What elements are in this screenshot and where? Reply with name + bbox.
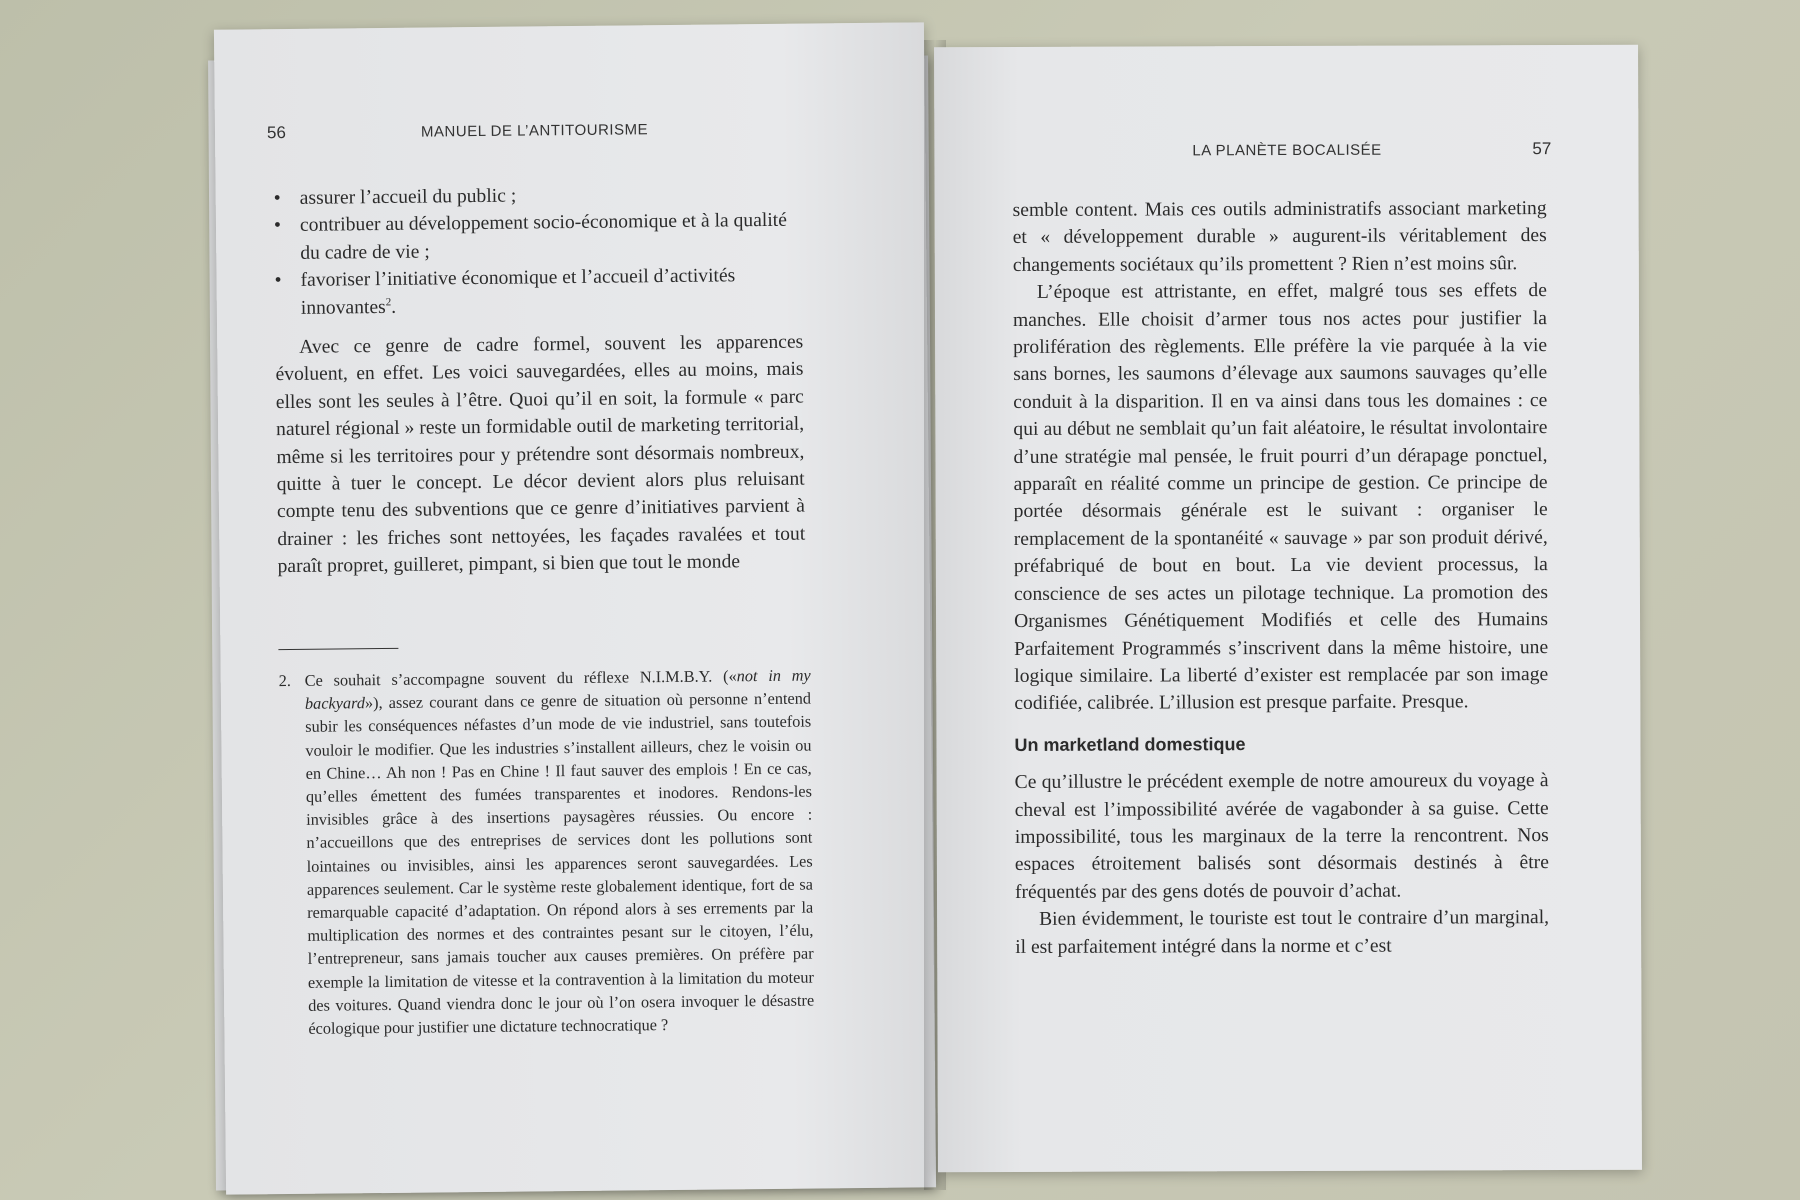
footnote-ref: 2 [385,296,392,309]
right-body-text [1013,195,1550,961]
section-heading: Un marketland domestique [1014,733,1246,755]
footnote-number: 2. [278,670,292,691]
left-page-number: 56 [266,123,287,143]
body-paragraph: Bien évidemment, le touriste est tout le contraire d’un marginal, il est parfaitement intégré dans la norme et c’est [1015,907,1550,958]
bullet-item: • favoriser l’initiative économique et l’accueil d’activités innovantes$^2$. [274,262,803,322]
bullet-item: • assurer l’accueil du public ; [274,180,802,213]
body-paragraph: Avec ce genre de cadre formel, souvent les apparences évoluent, en effet. Les voici sauvegardées, elles au moins, mais elles sont les seules à l’être. Quoi qu’il en soit, la formule « parc naturel régional » reste un formidable outil de marketing territorial, même si les territoires pour y prétendre sont désormais nombreux, quitte à tuer le concept. Le décor devient alors plus reluisant compte tenu des subventions que ce genre d’initiatives parvient à drainer : les friches sont nettoyées, les façades ravalées et tout paraît propret, guilleret, pimpant, si bien que tout le monde [275,331,806,578]
body-paragraph: semble content. Mais ces outils administratifs associant marketing et « développement durable » augurent-ils véritablement des changements sociétaux qu’ils promettent ? Rien n’est moins sûr. [1012,198,1547,276]
bullet-item: • contribuer au développement socio-économique et à la qualité du cadre de vie ; [274,207,803,267]
right-page-number: 57 [1532,139,1552,159]
right-page [934,45,1642,1172]
bullet-list [274,180,803,323]
footnote: 2. Ce souhait s’accompagne souvent du réflexe N.I.M.B.Y. («not in my backyard»), assez courant dans ce genre de situation où personne n’entend subir les conséquences néfastes d’un mode de vie industriel, sans toutefois vouloir le modifier. Que les industries s’installent ailleurs, chez le voisin ou en Chine… Ah non ! Pas en Chine ! Il faut sauver des emplois ! En ce cas, qu’elles émettent des fumées transparentes et inodores. Rendons-les invisibles grâce à des insertions paysagères réussies. Ou encore : n’accueillons que des entreprises de services dont les pollutions sont lointaines ou invisibles, ainsi les apparences seront sauvegardées. Les apparences seulement. Car le système reste globalement identique, fort de sa remarquable capacité d’adaptation. On répond alors à ses errements par la multiplication des normes et des contraintes pesant sur le citoyen, l’élu, l’entrepreneur, sans jamais toucher aux causes premières. On préfère par exemple la limitation de vitesse et la contravention à la limitation du moteur des voitures. Quand viendra donc le jour où l’on osera invoquer le désastre écologique pour justifier une dictature technocratique ? [278,665,815,1038]
body-paragraph: Ce qu’illustre le précédent exemple de notre amoureux du voyage à cheval est l’impossibilité avérée de vagabonder à sa guise. Cette impossibilité, tous les marginaux de la terre la rencontrent. Nos espaces étroitement balisés sont désormais destinés à être fréquentés par des gens dotés de pouvoir d’achat. [1014,770,1549,903]
footnote-divider [278,648,398,650]
left-running-head: MANUEL DE L’ANTITOURISME [420,121,649,141]
left-page [214,22,936,1194]
left-body-text [274,180,806,581]
right-running-head: LA PLANÈTE BOCALISÉE [1192,141,1382,160]
footnote-italic-phrase: not in my backyard [304,665,811,714]
body-paragraph: L’époque est attristante, en effet, malgré tous ses effets de manches. Elle choisit d’armer tous nos actes pour justifier la prolifération des règlements. Elle préfère la vie parquée à la vie sans bornes, les saumons d’élevage aux saumons sauvages qu’elle conduit à la disparition. Il en va ainsi dans tous les domaines : ce qui au début ne semblait qu’un fait aléatoire, le résultat involontaire d’une stratégie mal pensée, le fruit pourri d’un dérapage ponctuel, apparaît en réalité comme un principe de gestion. Ce principe de portée désormais générale est le suivant : organiser le remplacement de la spontanéité « sauvage » par son produit dérivé, préfabriqué de bout en bout. La vie devient processus, la conscience de ses actes un pilotage technique. La promotion des Organismes Génétiquement Modifiés et celle des Humains Parfaitement Programmés s’inscrivent dans la même histoire, une logique similaire. La liberté d’exister est remplacée par son image codifiée, calibrée. L’illusion est presque parfaite. Presque. [1012,280,1549,715]
